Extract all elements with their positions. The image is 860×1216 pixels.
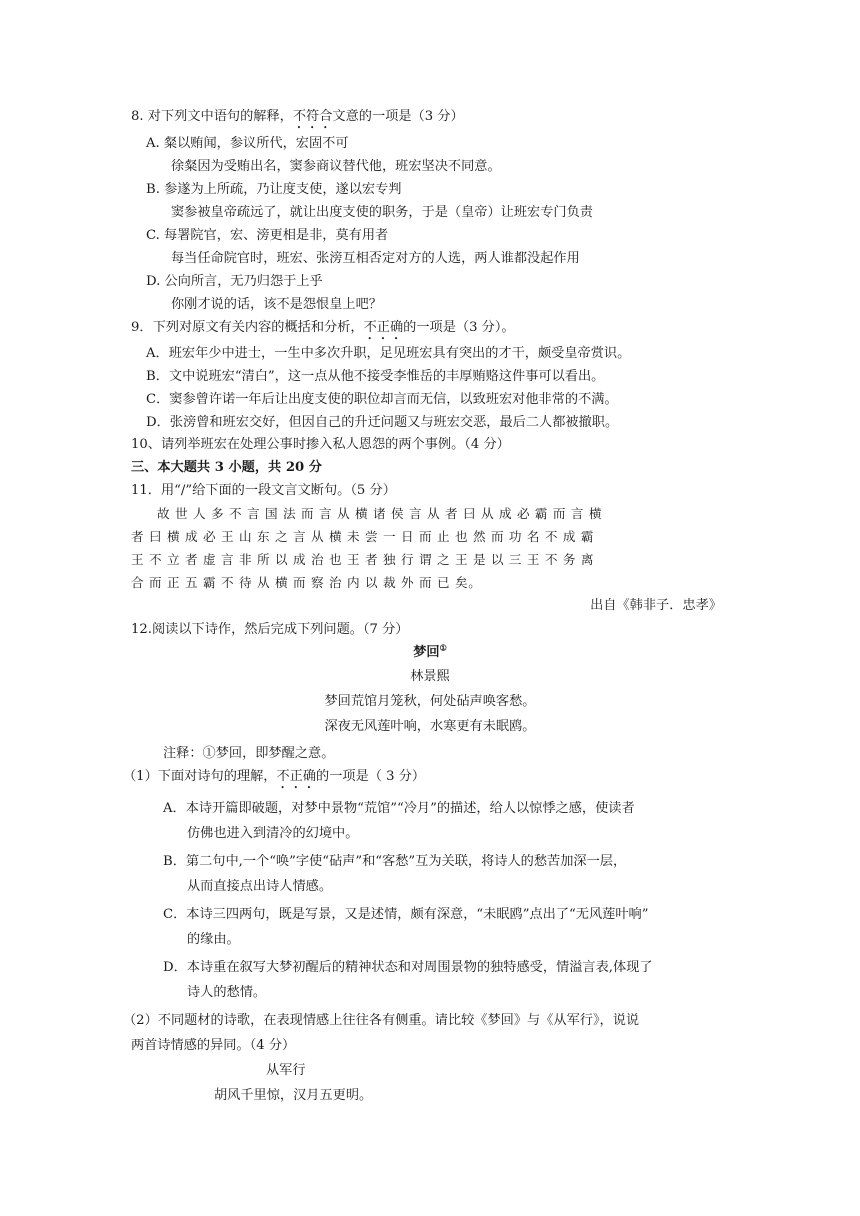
q11-passage-line-2: 者 曰 横 成 必 王 山 东 之 言 从 横 未 尝 一 日 而 止 也 然 而 功 名 不 成 霸 [131,529,595,544]
section-3-heading: 三、本大题共 3 小题，共 20 分 [131,460,322,475]
q8-option-b: B. 参遂为上所疏，乃让度支使，遂以宏专判 [146,182,402,197]
q11-passage-line-4: 合 而 正 五 霸 不 待 从 横 而 察 治 内 以 裁 外 而 已 矣。 [131,575,482,590]
q12-sub1-option-a-cont: 仿佛也进入到清冷的幻境中。 [187,826,359,841]
q8-option-a-text: 徐粲因为受贿出名，窦参商议替代他，班宏坚决不同意。 [171,159,501,174]
q12-sub1-option-b: B．第二句中,一个“唤”字使“砧声”和“客愁”互为关联，将诗人的愁苦加深一层， [163,854,627,869]
poem2-title: 从军行 [266,1063,306,1078]
q12-sub1-option-c-cont: 的缘由。 [187,932,240,947]
q8-option-c-text: 每当任命院官时，班宏、张滂互相否定对方的人选，两人谁都没起作用 [171,251,580,266]
q11-passage-line-3: 王 不 立 者 虚 言 非 所 以 成 治 也 王 者 独 行 谓 之 王 是 以 三 王 不 务 离 [131,552,595,567]
poem2-line-1: 胡风千里惊，汉月五更明。 [214,1088,373,1103]
q12-sub1-option-c: C．本诗三四两句，既是写景，又是述情，颇有深意，“未眠鸥”点出了“无风莲叶响” [163,907,649,922]
q8-stem: 8. 对下列文中语句的解释，不符合文意的一项是（3 分） [131,109,464,124]
q12-sub1-option-d: D．本诗重在叙写大梦初醒后的精神状态和对周围景物的独特感受，情溢言表,体现了 [163,960,653,975]
q12-sub2-stem-line-2: 两首诗情感的异同。（4 分） [131,1038,296,1053]
poem-author: 林景熙 [410,669,450,684]
q11-stem: 11．用“/”给下面的一段文言文断句。（5 分） [131,483,396,498]
q9-option-c: C．窦参曾许诺一年后让出度支使的职位却言而无信，以致班宏对他非常的不满。 [146,392,618,407]
q12-sub1-stem: （1）下面对诗句的理解，不正确的一项是（ 3 分） [123,769,426,784]
q9-option-b: B．文中说班宏“清白”，这一点从他不接受李惟岳的丰厚贿赂这件事可以看出。 [146,369,605,384]
q12-sub1-option-a: A．本诗开篇即破题，对梦中景物“荒馆”“冷月”的描述，给人以惊悸之感，使读者 [163,801,635,816]
q8-option-b-text: 窦参被皇帝疏远了，就让出度支使的职务，于是（皇帝）让班宏专门负责 [171,205,593,220]
q11-source: 出自《韩非子．忠孝》 [590,598,722,613]
q8-option-a: A. 粲以贿闻，参议所代，宏固不可 [146,136,349,151]
poem-note: 注释：①梦回，即梦醒之意。 [163,746,335,761]
poem-footnote-mark: ① [439,642,447,653]
q8-option-d: D. 公向所言，无乃归怨于上乎 [146,274,323,289]
q8-option-c: C. 每署院官，宏、滂更相是非，莫有用者 [146,228,389,243]
q10-stem: 10、请列举班宏在处理公事时掺入私人恩怨的两个事例。（4 分） [131,437,510,452]
poem-line-2: 深夜无风莲叶响，水寒更有未眠鸥。 [324,719,536,734]
q12-stem: 12.阅读以下诗作，然后完成下列问题。（7 分） [131,622,409,637]
q11-passage-line-1: 故 世 人 多 不 言 国 法 而 言 从 横 诸 侯 言 从 者 曰 从 成 必 霸 而 言 横 [157,506,603,521]
q9-option-a: A．班宏年少中进士，一生中多次升职，足见班宏具有突出的才干，颇受皇帝赏识。 [146,346,631,361]
q12-sub1-option-d-cont: 诗人的愁情。 [187,985,267,1000]
q9-stem: 9．下列对原文有关内容的概括和分析，不正确的一项是（3 分）。 [131,320,515,335]
q8-option-d-text: 你刚才说的话，该不是怨恨皇上吧？ [171,297,382,312]
q9-option-d: D．张滂曾和班宏交好，但因自己的升迁问题又与班宏交恶，最后二人都被撤职。 [146,415,619,430]
q12-sub1-option-b-cont: 从而直接点出诗人情感。 [187,879,333,894]
q12-sub2-stem-line-1: （2）不同题材的诗歌，在表现情感上往往各有侧重。请比较《梦回》与《从军行》，说说 [123,1013,640,1028]
poem-title: 梦回① [413,642,447,660]
poem-line-1: 梦回荒馆月笼秋，何处砧声唤客愁。 [324,694,536,709]
